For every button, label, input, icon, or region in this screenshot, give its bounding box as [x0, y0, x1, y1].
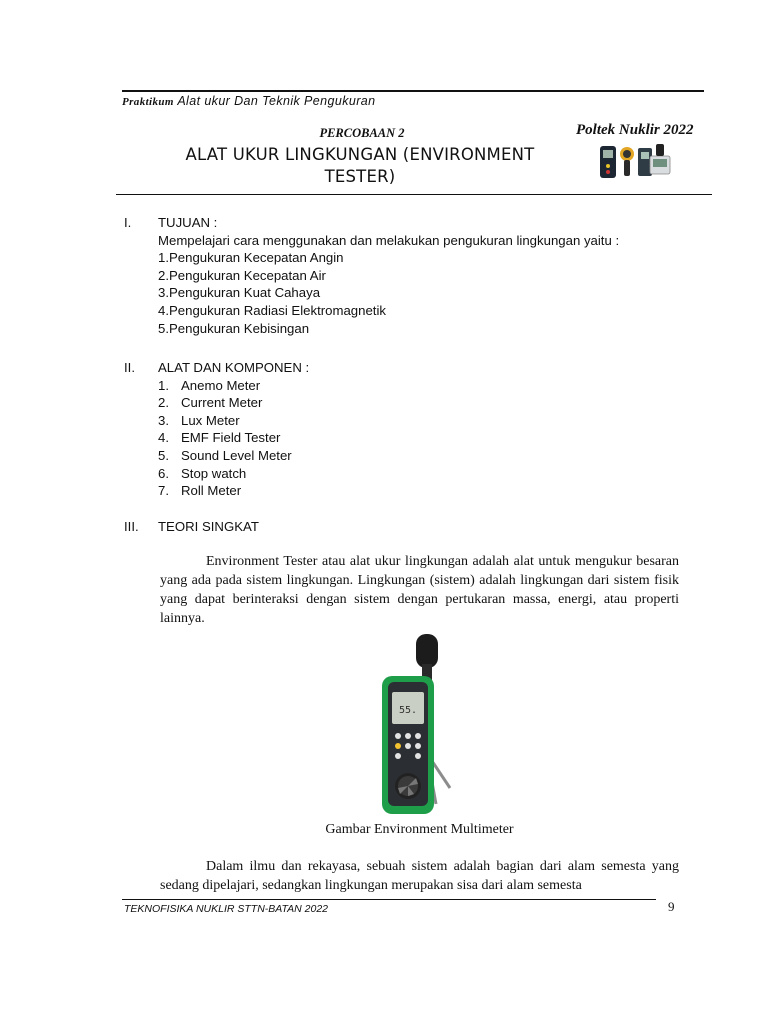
- list-item-text: EMF Field Tester: [181, 430, 281, 446]
- section-number: I.: [124, 215, 132, 230]
- device-display-reading: 55.: [398, 705, 418, 716]
- list-item-number: 2.: [158, 395, 169, 411]
- list-item-number: 6.: [158, 465, 169, 481]
- header-bottom-rule: [116, 194, 712, 195]
- list-item: 3.Pengukuran Kuat Cahaya: [158, 285, 321, 301]
- list-item-number: 5.: [158, 447, 169, 463]
- list-item-text: Stop watch: [181, 465, 247, 481]
- list-item-number: 3.: [158, 412, 169, 428]
- list-item-number: 7.: [158, 483, 169, 499]
- theory-paragraph-2: [160, 857, 679, 895]
- list-item: [158, 447, 309, 465]
- list-item: [158, 429, 309, 447]
- list-item-text: Sound Level Meter: [181, 447, 292, 463]
- list-item: 4.Pengukuran Radiasi Elektromagnetik: [158, 302, 386, 318]
- list-item-text: Roll Meter: [181, 483, 242, 499]
- section-number: III.: [124, 519, 139, 534]
- list-item: [158, 377, 309, 395]
- paragraph-text: Dalam ilmu dan rekayasa, sebuah sistem adalah bagian dari alam semesta yang sedang dipelajari, sedangkan lingkungan merupakan sisa dari alam semesta: [160, 859, 679, 893]
- list-item-number: 4.: [158, 430, 169, 446]
- list-item: 2.Pengukuran Kecepatan Air: [158, 267, 326, 283]
- experiment-number: PERCOBAAN 2: [319, 126, 405, 140]
- section-heading: ALAT DAN KOMPONEN :: [158, 360, 310, 375]
- running-header-brand: Praktikum: [122, 96, 174, 108]
- footer-text: TEKNOFISIKA NUKLIR STTN-BATAN 2022: [124, 903, 329, 915]
- section-intro: Mempelajari cara menggunakan dan melakukan pengukuran lingkungan yaitu :: [158, 232, 620, 248]
- list-item: [158, 482, 309, 500]
- page-number: 9: [668, 899, 675, 914]
- running-header-title: Alat ukur Dan Teknik Pengukuran: [177, 94, 376, 108]
- page-title-line1: ALAT UKUR LINGKUNGAN (ENVIRONMENT: [185, 145, 535, 164]
- list-item-text: Lux Meter: [181, 412, 240, 428]
- list-item-text: Anemo Meter: [181, 377, 261, 393]
- institution-label: Poltek Nuklir 2022: [576, 122, 694, 138]
- figure-caption: Gambar Environment Multimeter: [325, 822, 514, 837]
- section-heading: TEORI SINGKAT: [158, 519, 259, 534]
- header-top-rule: [122, 90, 704, 92]
- footer-rule: [122, 899, 656, 900]
- list-item-number: 1.: [158, 377, 169, 393]
- list-item: [158, 394, 309, 412]
- list-item: 1.Pengukuran Kecepatan Angin: [158, 250, 344, 266]
- paragraph-text: Environment Tester atau alat ukur lingkungan adalah alat untuk mengukur besaran yang ada pada sistem lingkungan. Lingkungan (sistem) adalah lingkungan dari sistem fisik yang dapat berinteraksi dengan sistem dengan pertukaran massa, energi, atau properti lainnya.: [160, 554, 679, 626]
- section-number: II.: [124, 360, 135, 375]
- page-title: [172, 144, 548, 188]
- environment-multimeter-image: [370, 628, 462, 818]
- running-header: [122, 94, 375, 108]
- page-title-line2: TESTER): [324, 167, 396, 186]
- list-item: [158, 412, 309, 430]
- instruments-thumbnail: [598, 142, 672, 182]
- list-item-text: Current Meter: [181, 395, 263, 411]
- list-item: 5.Pengukuran Kebisingan: [158, 320, 310, 336]
- list-item: [158, 465, 309, 483]
- theory-paragraph-1: [160, 552, 679, 628]
- section-heading: TUJUAN :: [158, 215, 218, 230]
